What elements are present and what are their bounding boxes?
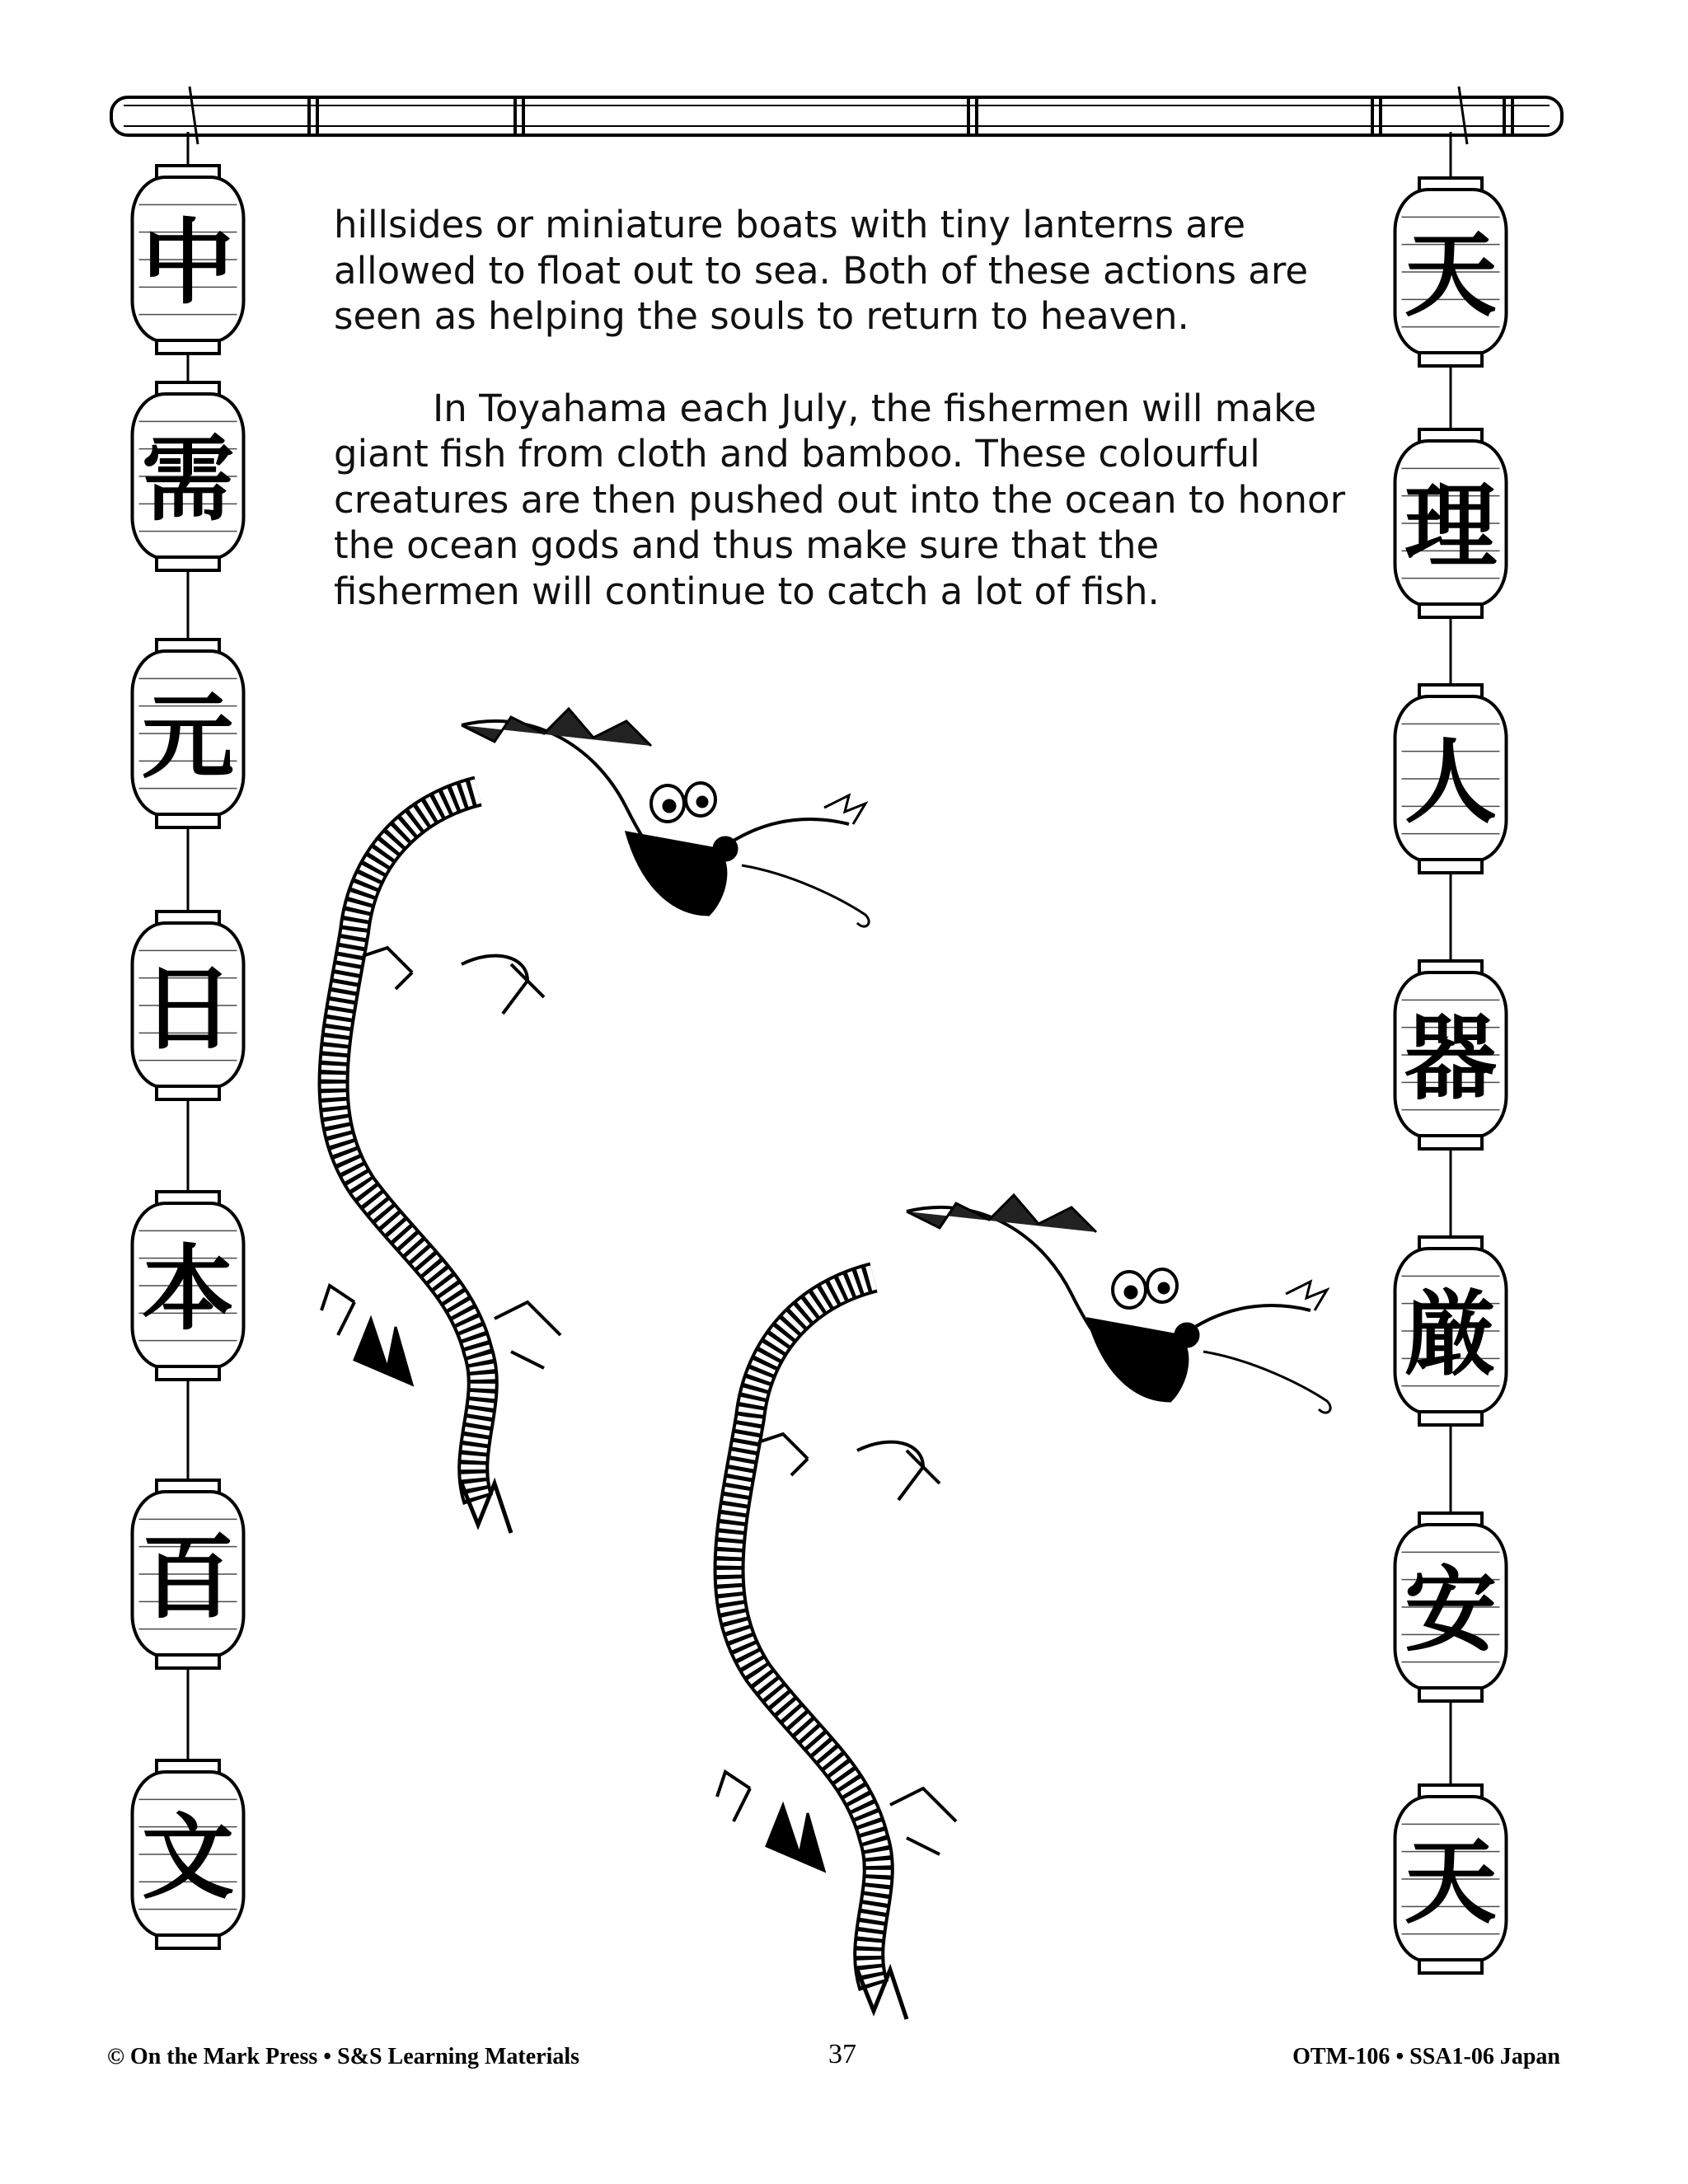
left-lantern <box>133 382 244 570</box>
right-lantern <box>1395 429 1507 617</box>
left-lantern <box>133 912 244 1099</box>
dragon-illustration-lower <box>717 1195 1330 2019</box>
right-lantern <box>1395 685 1507 873</box>
left-lantern <box>133 1480 244 1668</box>
left-lantern-character: 本 <box>142 1235 234 1343</box>
left-lantern <box>133 166 244 354</box>
right-lantern <box>1395 961 1507 1149</box>
right-lantern <box>1395 1513 1507 1701</box>
right-lantern-character: 天 <box>1404 221 1497 330</box>
right-lantern-character: 理 <box>1404 472 1497 581</box>
left-lantern <box>133 1760 244 1948</box>
right-lantern <box>1395 1785 1507 1973</box>
body-text <box>334 202 1348 614</box>
dragon-illustration-upper <box>321 709 869 1533</box>
right-lantern-character: 天 <box>1404 1828 1497 1937</box>
left-lantern-character: 需 <box>142 425 234 534</box>
footer-product-code: OTM-106 • SSA1-06 Japan <box>1292 2044 1560 2069</box>
footer-publisher: © On the Mark Press • S&S Learning Materials <box>107 2044 580 2069</box>
left-lantern-string <box>133 132 244 1948</box>
left-lantern-character: 日 <box>142 954 234 1063</box>
paragraph-souls-heaven: hillsides or miniature boats with tiny lanterns are allowed to float out to sea. Both of these actions are seen as helping the souls to return to heaven. <box>334 203 1309 338</box>
paragraph-toyahama-fishermen: In Toyahama each July, the fishermen will make giant fish from cloth and bamboo. These colourful creatures are then pushed out into the ocean to honor the ocean gods and thus make sure that the fishermen will continue to catch a lot of fish. <box>334 386 1346 613</box>
left-lantern-character: 百 <box>142 1523 234 1632</box>
right-lantern-character: 厳 <box>1404 1280 1497 1389</box>
right-lantern-string <box>1395 132 1507 1973</box>
left-lantern-character: 文 <box>142 1803 234 1912</box>
left-lantern <box>133 1192 244 1380</box>
right-lantern-character: 人 <box>1404 728 1497 837</box>
bamboo-pole <box>111 87 1562 144</box>
right-lantern <box>1395 1237 1507 1425</box>
right-lantern-character: 安 <box>1404 1556 1497 1665</box>
left-lantern <box>133 640 244 827</box>
page-number: 37 <box>828 2039 856 2069</box>
right-lantern-character: 器 <box>1404 1004 1497 1113</box>
right-lantern <box>1395 178 1507 366</box>
left-lantern-character: 中 <box>142 209 234 317</box>
left-lantern-character: 元 <box>142 682 234 791</box>
